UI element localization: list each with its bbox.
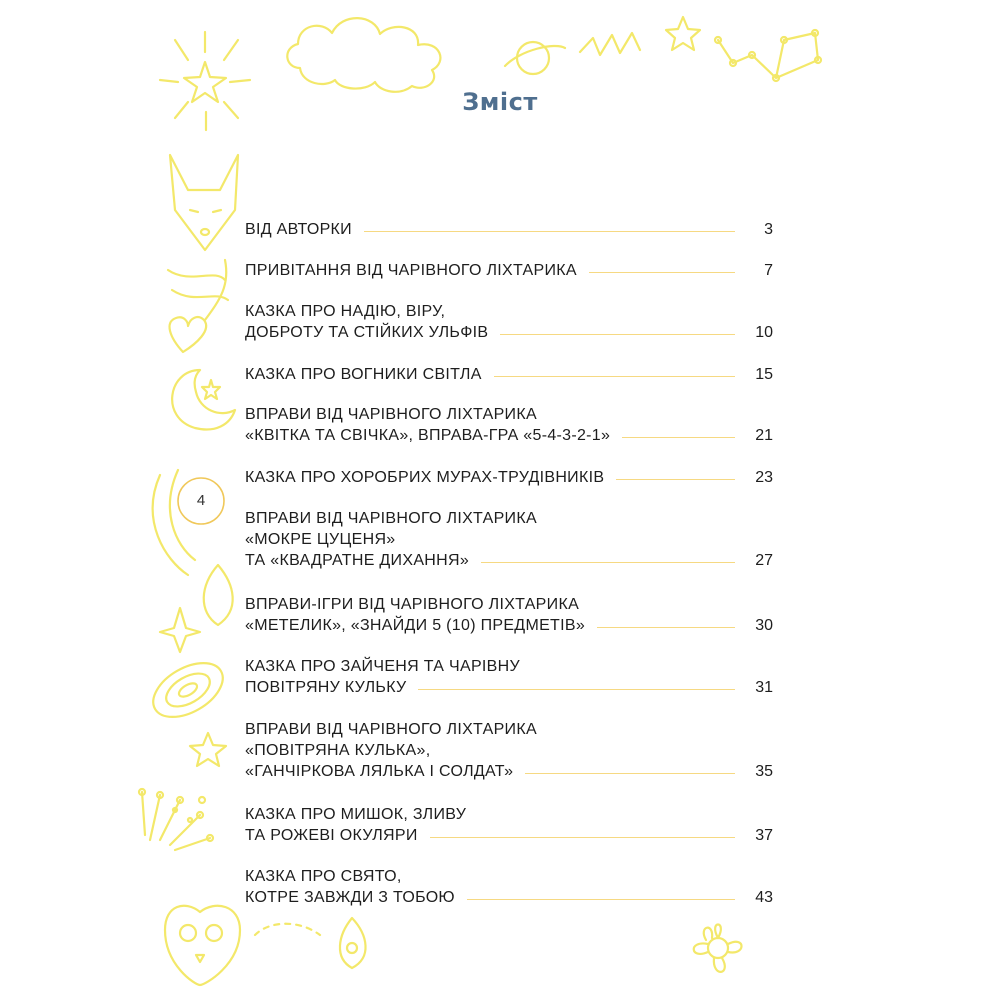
toc-page-number: 43 [755, 889, 773, 906]
toc-entry-title: КАЗКА ПРО МИШОК, ЗЛИВУ [245, 806, 467, 823]
wand-icon [255, 924, 320, 935]
toc-page-number: 27 [755, 552, 773, 569]
sparkle-icon [160, 608, 200, 652]
toc-leader-line [622, 436, 735, 438]
toc-entry[interactable] [245, 364, 773, 385]
toc-leader-line [430, 836, 735, 838]
toc-entry-title-cont: «МОКРЕ ЦУЦЕНЯ» [245, 531, 396, 548]
toc-entry-title: КАЗКА ПРО НАДІЮ, ВІРУ, [245, 303, 446, 320]
toc-page-number: 23 [755, 469, 773, 486]
toc-entry[interactable] [245, 404, 773, 446]
toc-leader-line [525, 772, 735, 774]
toc-entry[interactable] [245, 467, 773, 488]
toc-entry-title: ВПРАВИ ВІД ЧАРІВНОГО ЛІХТАРИКА [245, 721, 537, 738]
toc-page-number: 7 [764, 262, 773, 279]
toc-leader-line [494, 375, 735, 377]
toc-entry-title: ПРИВІТАННЯ ВІД ЧАРІВНОГО ЛІХТАРИКА [245, 262, 577, 279]
toc-entry-title-cont: «ПОВІТРЯНА КУЛЬКА», [245, 742, 431, 759]
planet-icon [505, 42, 565, 74]
toc-page-number: 10 [755, 324, 773, 341]
toc-entry[interactable] [245, 508, 773, 571]
toc-entry[interactable] [245, 866, 773, 908]
toc-entry[interactable] [245, 260, 773, 281]
toc-entry[interactable] [245, 594, 773, 636]
toc-entry-title: ВПРАВИ ВІД ЧАРІВНОГО ЛІХТАРИКА [245, 510, 537, 527]
toc-leader-line [597, 626, 735, 628]
cloud-icon [287, 18, 440, 92]
heart-icon [170, 317, 207, 352]
toc-leader-line [616, 478, 735, 480]
toc-entry-title-cont: «МЕТЕЛИК», «ЗНАЙДИ 5 (10) ПРЕДМЕТІВ» [245, 617, 586, 634]
zigzag-icon [580, 33, 640, 55]
toc-page-number: 21 [755, 427, 773, 444]
toc-entry-title-cont: ТА «КВАДРАТНЕ ДИХАННЯ» [245, 552, 470, 569]
toc-page-number: 30 [755, 617, 773, 634]
toc-entry-title: КАЗКА ПРО ВОГНИКИ СВІТЛА [245, 366, 482, 383]
toc-leader-line [500, 333, 735, 335]
toc-page-number: 37 [755, 827, 773, 844]
galaxy-icon [144, 652, 232, 728]
toc-entry[interactable] [245, 301, 773, 343]
toc-entry-title-cont: «ГАНЧІРКОВА ЛЯЛЬКА І СОЛДАТ» [245, 763, 514, 780]
toc-entry-title: КАЗКА ПРО СВЯТО, [245, 868, 402, 885]
toc-page-number: 15 [755, 366, 773, 383]
drop-icon [340, 918, 366, 968]
toc-page-number: 35 [755, 763, 773, 780]
toc-leader-line [467, 898, 735, 900]
toc-leader-line [418, 688, 735, 690]
toc-leader-line [589, 271, 735, 273]
toc-entry[interactable] [245, 719, 773, 782]
toc-leader-line [481, 561, 735, 563]
flower-icon [694, 925, 742, 972]
toc-entry-title: ВПРАВИ-ІГРИ ВІД ЧАРІВНОГО ЛІХТАРИКА [245, 596, 580, 613]
toc-entry-title-cont: КОТРЕ ЗАВЖДИ З ТОБОЮ [245, 889, 455, 906]
toc-leader-line [364, 230, 735, 232]
page-number: 4 [196, 492, 206, 509]
page-title: Зміст [462, 88, 538, 116]
owl-icon [165, 906, 240, 985]
swirl-icon [168, 260, 228, 320]
toc-entry-title: КАЗКА ПРО ЗАЙЧЕНЯ ТА ЧАРІВНУ [245, 658, 520, 675]
moon-icon [172, 370, 235, 429]
toc-entry-title-cont: ПОВІТРЯНУ КУЛЬКУ [245, 679, 407, 696]
toc-entry[interactable] [245, 656, 773, 698]
toc-entry[interactable] [245, 219, 773, 240]
fox-face-icon [170, 155, 238, 250]
star-icon [666, 17, 700, 50]
toc-entry-title: ВПРАВИ ВІД ЧАРІВНОГО ЛІХТАРИКА [245, 406, 537, 423]
toc-page-number: 31 [755, 679, 773, 696]
star-icon [190, 733, 226, 766]
leaf-icon [204, 565, 233, 625]
constellation-icon [715, 30, 821, 81]
toc-entry-title-cont: «КВІТКА ТА СВІЧКА», ВПРАВА-ГРА «5-4-3-2-1» [245, 427, 611, 444]
toc-entry-title: ВІД АВТОРКИ [245, 221, 352, 238]
toc-entry[interactable] [245, 804, 773, 846]
firework-icon [139, 789, 213, 850]
toc-entry-title: КАЗКА ПРО ХОРОБРИХ МУРАХ-ТРУДІВНИКІВ [245, 469, 605, 486]
toc-entry-title-cont: ДОБРОТУ ТА СТІЙКИХ УЛЬФІВ [245, 324, 489, 341]
toc-entry-title-cont: ТА РОЖЕВІ ОКУЛЯРИ [245, 827, 418, 844]
toc-page-number: 3 [764, 221, 773, 238]
